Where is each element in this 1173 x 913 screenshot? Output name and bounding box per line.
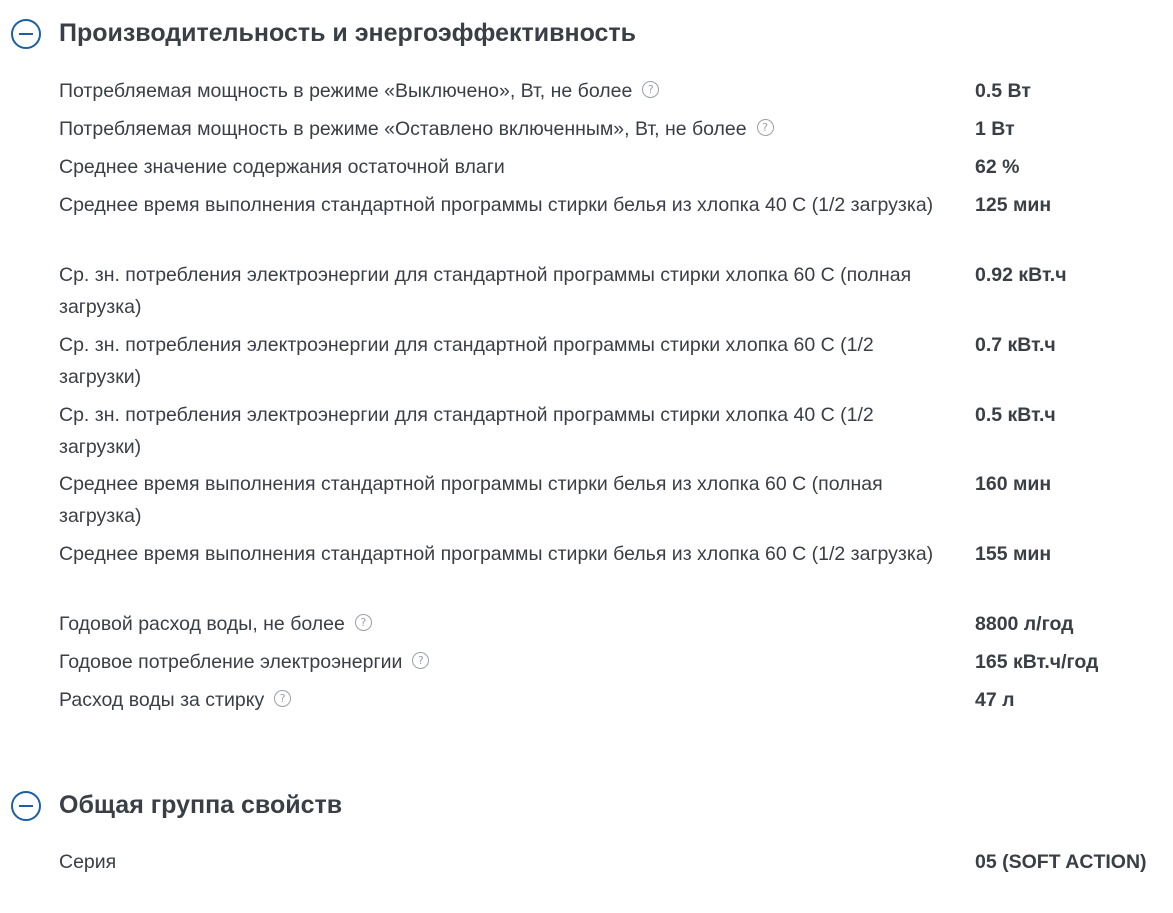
spec-label <box>59 329 959 393</box>
spec-label-text: Годовой расход воды, не более <box>59 613 345 635</box>
collapse-minus-icon[interactable] <box>11 19 41 49</box>
spec-label <box>59 646 959 678</box>
spec-label <box>59 538 959 570</box>
spec-value: 1 Вт <box>975 118 1015 140</box>
section-header <box>0 14 1173 54</box>
spec-value: 160 мин <box>975 473 1052 495</box>
spec-label-text: Потребляемая мощность в режиме «Оставлено включенным», Вт, не более <box>59 118 747 140</box>
spec-label-text: Ср. зн. потребления электроэнергии для стандартной программы стирки хлопка 60 С (1/2 загрузки) <box>59 334 874 388</box>
section-general <box>0 786 1173 826</box>
spec-value: 8800 л/год <box>975 613 1074 635</box>
spec-label-text: Среднее время выполнения стандартной программы стирки белья из хлопка 60 С (полная загрузка) <box>59 473 883 527</box>
spec-label-text: Серия <box>59 851 117 873</box>
spec-label <box>59 113 959 145</box>
spec-label-text: Ср. зн. потребления электроэнергии для стандартной программы стирки хлопка 40 С (1/2 загрузки) <box>59 404 874 458</box>
spec-label <box>59 151 959 183</box>
spec-label-text: Потребляемая мощность в режиме «Выключено», Вт, не более <box>59 80 633 102</box>
spec-value: 0.7 кВт.ч <box>975 334 1056 356</box>
spec-value: 155 мин <box>975 543 1052 565</box>
spec-label <box>59 75 959 107</box>
spec-label <box>59 468 959 532</box>
help-question-icon[interactable]: ? <box>642 81 659 98</box>
spec-value: 0.92 кВт.ч <box>975 264 1067 286</box>
help-question-icon[interactable]: ? <box>412 652 429 669</box>
section-title: Производительность и энергоэффективность <box>59 19 637 47</box>
spec-label-text: Среднее время выполнения стандартной программы стирки белья из хлопка 60 С (1/2 загрузка) <box>59 543 934 565</box>
spec-label <box>59 846 959 878</box>
help-question-icon[interactable]: ? <box>355 614 372 631</box>
section-header <box>0 786 1173 826</box>
help-question-icon[interactable]: ? <box>274 690 291 707</box>
spec-value: 05 (SOFT ACTION) <box>975 851 1147 873</box>
spec-label-text: Ср. зн. потребления электроэнергии для стандартной программы стирки хлопка 60 С (полная загрузка) <box>59 264 912 318</box>
spec-label-text: Расход воды за стирку <box>59 689 265 711</box>
spec-label <box>59 189 959 221</box>
spec-label-text: Среднее время выполнения стандартной программы стирки белья из хлопка 40 С (1/2 загрузка) <box>59 194 934 216</box>
spec-value: 62 % <box>975 156 1020 178</box>
spec-value: 47 л <box>975 689 1015 711</box>
spec-label <box>59 608 959 640</box>
spec-label <box>59 259 959 323</box>
section-title: Общая группа свойств <box>59 791 343 819</box>
spec-value: 0.5 кВт.ч <box>975 404 1056 426</box>
spec-label-text: Годовое потребление электроэнергии <box>59 651 403 673</box>
spec-label <box>59 684 959 716</box>
spec-value: 0.5 Вт <box>975 80 1031 102</box>
collapse-minus-icon[interactable] <box>11 791 41 821</box>
spec-value: 125 мин <box>975 194 1052 216</box>
help-question-icon[interactable]: ? <box>757 119 774 136</box>
spec-label <box>59 399 959 463</box>
section-performance <box>0 14 1173 54</box>
spec-value: 165 кВт.ч/год <box>975 651 1099 673</box>
spec-label-text: Среднее значение содержания остаточной влаги <box>59 156 505 178</box>
